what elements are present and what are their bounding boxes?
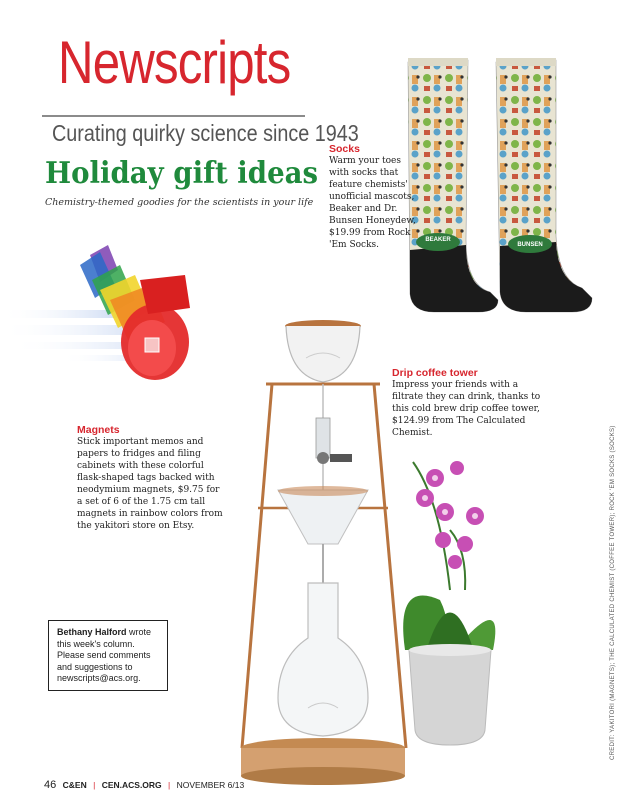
author-bio-text: wrote this week's column. Please send comments and suggestions to newscripts@acs.org. xyxy=(57,627,152,683)
author-name: Bethany Halford xyxy=(57,627,127,637)
socks-heading: Socks xyxy=(329,143,360,155)
masthead-title: Newscripts xyxy=(58,29,291,96)
socks-caption xyxy=(329,143,421,251)
page-number: 46 xyxy=(44,779,57,791)
right-sock xyxy=(496,58,592,312)
feature-title: Holiday gift ideas xyxy=(45,156,319,191)
author-bio-box xyxy=(48,620,168,691)
orchid-plant-image xyxy=(395,440,505,750)
coffee-tower-image xyxy=(228,318,418,788)
left-sock-label: BEAKER xyxy=(425,237,451,243)
right-sock-label: BUNSEN xyxy=(517,242,543,248)
footer-separator: | xyxy=(168,780,171,790)
socks-body: Warm your toes with socks that feature chemists' unofficial mascots, Beaker and Dr. Bunsen Honeydew, $19.99 from Rock 'Em Socks. xyxy=(329,156,416,250)
footer-publication: C&EN xyxy=(62,780,87,790)
masthead-tagline: Curating quirky science since 1943 xyxy=(52,120,359,146)
drip-body: Impress your friends with a filtrate they can drink, thanks to this cold brew drip coffee tower, $124.99 from The Calculated Chemist. xyxy=(392,380,541,438)
footer-site: CEN.ACS.ORG xyxy=(101,780,162,790)
photo-credit: CREDIT: YAKITORI (MAGNETS); THE CALCULATED CHEMIST (COFFEE TOWER); ROCK 'EM SOCKS (SOCKS) xyxy=(610,425,616,760)
drip-heading: Drip coffee tower xyxy=(392,367,478,379)
footer-date: NOVEMBER 6/13 xyxy=(176,780,245,790)
magnets-body: Stick important memos and papers to fridges and filing cabinets with these colorful flask-shaped tags backed with neodymium magnets, $9.75 for a set of 6 of the 1.75 cm tall magnets in rainbow colors from the yakitori store on Etsy. xyxy=(77,437,223,531)
drip-caption xyxy=(392,367,542,439)
page-footer xyxy=(44,779,244,791)
footer-separator: | xyxy=(93,780,96,790)
magnets-caption xyxy=(77,424,227,532)
magnets-heading: Magnets xyxy=(77,424,120,436)
magnets-image xyxy=(0,230,230,410)
masthead-rule xyxy=(42,115,305,117)
feature-subtitle: Chemistry-themed goodies for the scientists in your life xyxy=(45,197,314,208)
socks-image xyxy=(400,50,600,320)
left-sock xyxy=(408,58,498,312)
